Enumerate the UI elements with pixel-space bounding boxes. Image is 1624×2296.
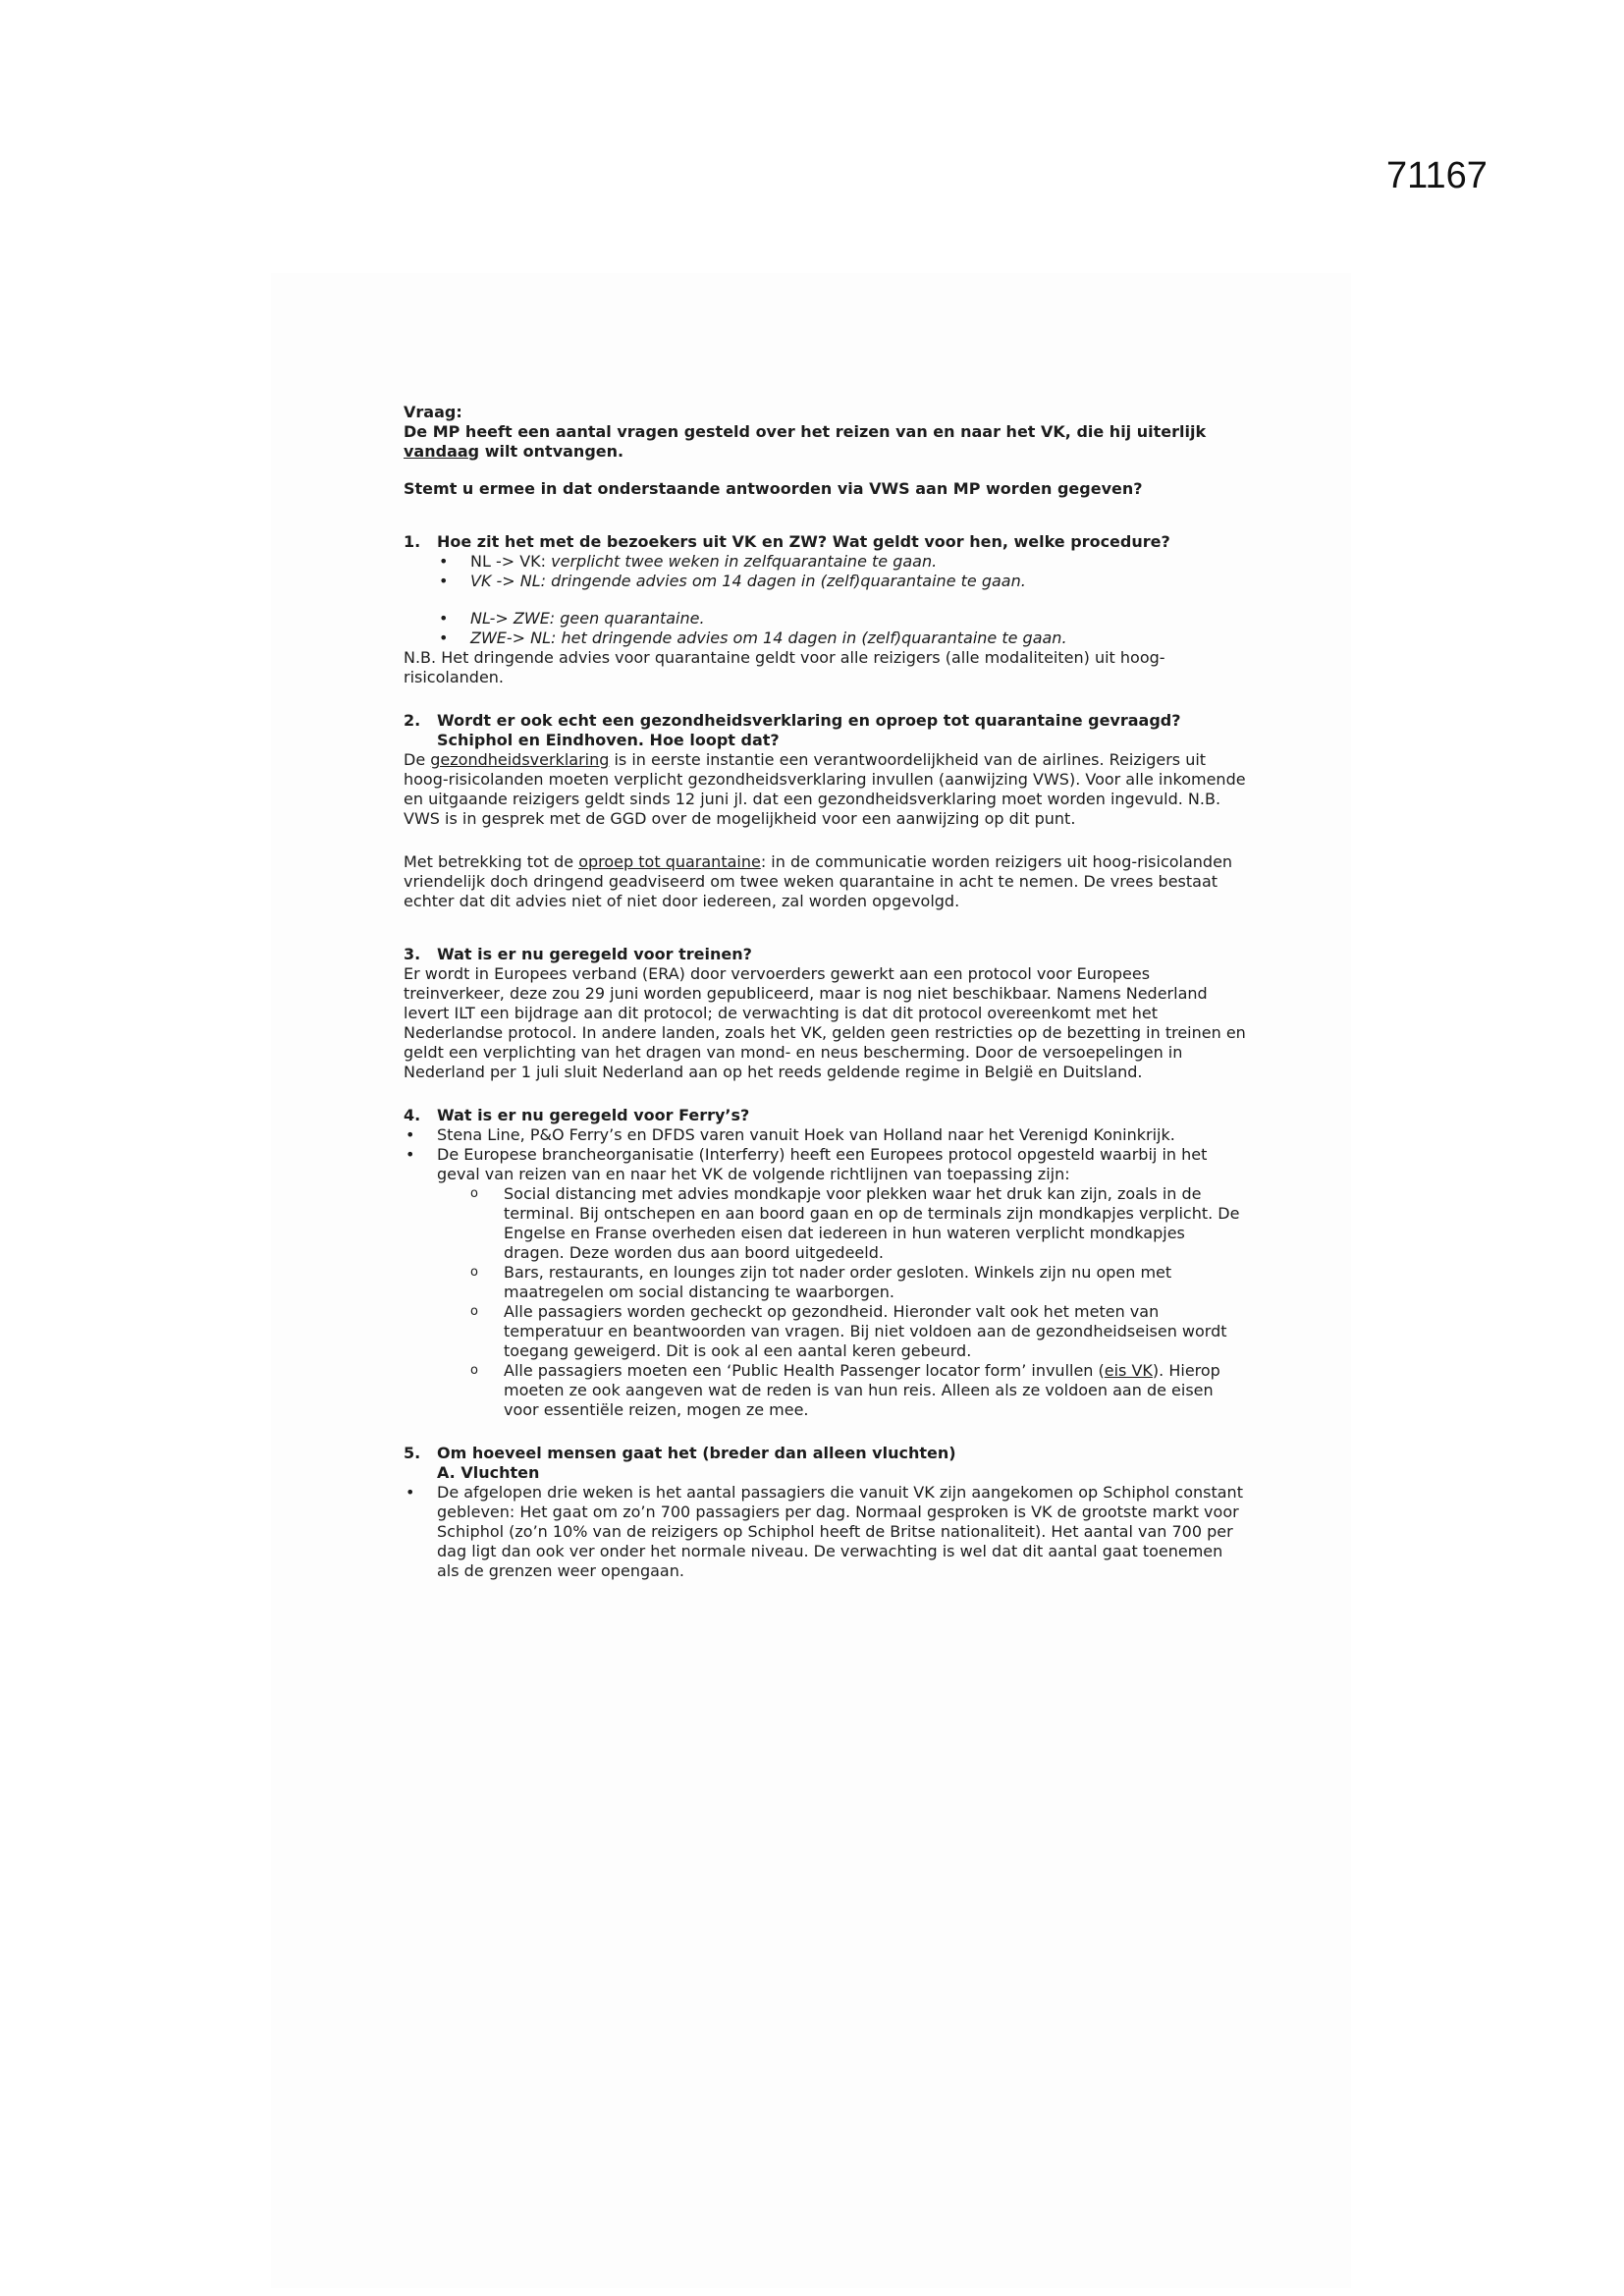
vraag-label: Vraag: [404, 403, 462, 421]
q5-subheading: A. Vluchten [437, 1463, 540, 1482]
q4-bullets [404, 1125, 1248, 1184]
question-number: 3. [404, 945, 421, 963]
bullet-text: verplicht twee weken in zelfquarantaine te gaan. [551, 552, 938, 571]
text-underlined: oproep tot quarantaine [578, 852, 761, 871]
question-title: Wat is er nu geregeld voor treinen? [437, 945, 752, 963]
list-item: o Social distancing met advies mondkapje voor plekken waar het druk kan zijn, zoals in de terminal. Bij ontschepen en aan boord gaan en op de terminals zijn mondkapjes verplicht. De Engelse en Franse overheden eisen dat iedereen in hun wateren verplicht mondkapjes dragen. Deze worden dus aan boord uitgedeeld. [404, 1184, 1248, 1263]
q3-paragraph: Er wordt in Europees verband (ERA) door vervoerders gewerkt aan een protocol voor Europees treinverkeer, deze zou 29 juni worden gepubliceerd, maar is nog niet beschikbaar. Namens Nederland levert ILT een bijdrage aan dit protocol; de verwachting is dat dit protocol overeenkomt met het Nederlandse protocol. In andere landen, zoals het VK, gelden geen restricties op de bezetting in treinen en geldt een verplichting van het dragen van mond- en neus bescherming. Door de versoepelingen in Nederland per 1 juli sluit Nederland aan op het reeds geldende regime in België en Duitsland. [404, 964, 1246, 1081]
intro-text-post: wilt ontvangen. [479, 442, 624, 461]
question-4-heading [404, 1106, 1248, 1125]
question-title: Hoe zit het met de bezoekers uit VK en ZW? Wat geldt voor hen, welke procedure? [437, 532, 1170, 551]
list-item [404, 1361, 1248, 1420]
list-item [404, 552, 1248, 572]
intro-question: Stemt u ermee in dat onderstaande antwoorden via VWS aan MP worden gegeven? [404, 479, 1143, 498]
q5-bullets [404, 1483, 1248, 1581]
list-item: • Stena Line, P&O Ferry’s en DFDS varen vanuit Hoek van Holland naar het Verenigd Koninkrijk. [404, 1125, 1248, 1145]
question-number: 1. [404, 532, 421, 551]
document-body [404, 403, 1248, 1581]
q2-paragraph-1 [404, 750, 1248, 829]
q1-bullets-vk [404, 552, 1248, 591]
intro-line [404, 422, 1248, 462]
question-title: Wordt er ook echt een gezondheidsverklaring en oproep tot quarantaine gevraagd? Schiphol en Eindhoven. Hoe loopt dat? [437, 711, 1181, 749]
question-3-heading [404, 945, 1248, 964]
intro-text-underlined: vandaag [404, 442, 480, 461]
list-item [404, 572, 1248, 591]
question-title: Om hoeveel mensen gaat het (breder dan alleen vluchten) [437, 1444, 956, 1462]
page-number: 71167 [1386, 155, 1488, 196]
question-1-heading [404, 532, 1248, 552]
text-pre: De [404, 750, 431, 769]
q1-note: N.B. Het dringende advies voor quarantaine geldt voor alle reizigers (alle modaliteiten) uit hoog-risicolanden. [404, 648, 1165, 686]
list-item: o Bars, restaurants, en lounges zijn tot nader order gesloten. Winkels zijn nu open met maatregelen om social distancing te waarborgen. [404, 1263, 1248, 1302]
question-number: 4. [404, 1106, 421, 1124]
text-pre: Alle passagiers moeten een ‘Public Health Passenger locator form’ invullen ( [504, 1361, 1105, 1380]
text-underlined: gezondheidsverklaring [430, 750, 610, 769]
bullet-text: VK -> NL: dringende advies om 14 dagen in (zelf)quarantaine te gaan. [470, 572, 1026, 590]
question-number: 2. [404, 711, 421, 730]
bullet-text: ZWE-> NL: het dringende advies om 14 dagen in (zelf)quarantaine te gaan. [470, 629, 1067, 647]
list-item: • De afgelopen drie weken is het aantal passagiers die vanuit VK zijn aangekomen op Schiphol constant gebleven: Het gaat om zo’n 700 passagiers per dag. Normaal gesproken is VK de grootste markt voor Schiphol (zo’n 10% van de reizigers op Schiphol heeft de Britse nationaliteit). Het aantal van 700 per dag ligt dan ook ver onder het normale niveau. De verwachting is wel dat dit aantal gaat toenemen als de grenzen weer opengaan. [404, 1483, 1248, 1581]
bullet-text: NL-> ZWE: geen quarantaine. [470, 609, 705, 628]
intro-text-pre: De MP heeft een aantal vragen gesteld over het reizen van en naar het VK, die hij uiterlijk [404, 422, 1207, 441]
q4-sub-bullets [404, 1184, 1248, 1420]
list-item [404, 629, 1248, 648]
text-underlined: eis VK [1104, 1361, 1153, 1380]
q1-bullets-zwe [404, 609, 1248, 648]
text-post: ). Hierop moeten ze ook aangeven wat de reden is van hun reis. Alleen als ze voldoen aan de eisen voor essentiële reizen, mogen ze mee. [504, 1361, 1220, 1419]
text-post: : in de communicatie worden reizigers uit hoog-risicolanden vriendelijk doch dringend geadviseerd om twee weken quarantaine in acht te nemen. De vrees bestaat echter dat dit advies niet of niet door iedereen, zal worden opgevolgd. [404, 852, 1233, 910]
text-post: is in eerste instantie een verantwoordelijkheid van de airlines. Reizigers uit hoog-risicolanden moeten verplicht gezondheidsverklaring invullen (aanwijzing VWS). Voor alle inkomende en uitgaande reizigers geldt sinds 12 juni jl. dat een gezondheidsverklaring moet worden ingevuld. N.B. VWS is in gesprek met de GGD over de mogelijkheid voor een aanwijzing op dit punt. [404, 750, 1246, 828]
question-number: 5. [404, 1444, 421, 1462]
bullet-prefix: NL -> VK: [470, 552, 552, 571]
text-pre: Met betrekking tot de [404, 852, 579, 871]
question-title: Wat is er nu geregeld voor Ferry’s? [437, 1106, 750, 1124]
list-item [404, 609, 1248, 629]
list-item: • De Europese brancheorganisatie (Interferry) heeft een Europees protocol opgesteld waarbij in het geval van reizen van en naar het VK de volgende richtlijnen van toepassing zijn: [404, 1145, 1248, 1184]
question-5-heading [404, 1444, 1248, 1463]
question-2-heading [404, 711, 1248, 750]
q2-paragraph-2 [404, 852, 1248, 911]
list-item: o Alle passagiers worden gecheckt op gezondheid. Hieronder valt ook het meten van temperatuur en beantwoorden van vragen. Bij niet voldoen aan de gezondheidseisen wordt toegang geweigerd. Dit is ook al een aantal keren gebeurd. [404, 1302, 1248, 1361]
